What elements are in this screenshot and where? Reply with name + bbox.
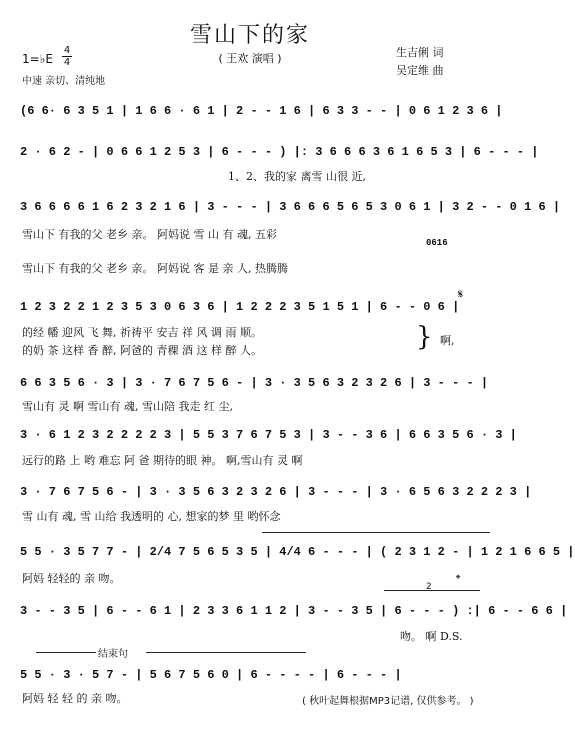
- score-row-2: 2 · 6 2 - | 0 6 6 1 2 5 3 | 6 - - - ) |: 3 6 6 6 3 6 1 6 5 3 | 6 - - - |: [20, 145, 539, 159]
- lyric-row-2: 1、2、我的家 离雪 山很 近,: [228, 170, 366, 183]
- score-row-1: (6 6· 6 3 5 1 | 1 6 6 · 6 1 | 2 - - 1 6 | 6 3 3 - - | 0 6 1 2 3 6 |: [20, 104, 503, 118]
- score-row-9: 3 - - 3 5 | 6 - - 6 1 | 2 3 3 6 1 1 2 | 3 - - 3 5 | 6 - - - ) :| 6 - - 6 6 |: [20, 604, 568, 618]
- volta-number: 2: [426, 582, 432, 592]
- transcription-note: ( 秋叶起舞根据MP3记谱, 仅供参考。 ): [302, 696, 474, 707]
- lyricist-credit: 生吉俐 词: [396, 46, 444, 59]
- time-bottom: 4: [63, 57, 71, 68]
- verse-brace: }: [416, 322, 433, 352]
- ending-bracket-left: [36, 652, 96, 653]
- ending-label: 结束句: [98, 649, 128, 660]
- segno-icon: 𝄋: [458, 287, 464, 301]
- score-row-4: 1 2 3 2 2 1 2 3 5 3 0 6 3 6 | 1 2 2 2 3 5 1 5 1 | 6 - - 0 6 |: [20, 300, 460, 314]
- lyric-ah-row-4: 啊,: [440, 334, 455, 347]
- lyric-row-9: 吻。 啊 D.S.: [400, 630, 463, 643]
- alt-notes-row-3: 0616: [426, 238, 448, 248]
- lyric-row-8: 阿妈 轻轻的 亲 吻。: [22, 572, 121, 585]
- score-row-6: 3 · 6 1 2 3 2 2 2 2 3 | 5 5 3 7 6 7 5 3 | 3 - - 3 6 | 6 6 3 5 6 · 3 |: [20, 428, 517, 442]
- composer-credit: 吴定维 曲: [396, 64, 444, 77]
- lyric-row-4b: 的奶 茶 这样 香 醉, 阿爸的 青稞 酒 这 样 醉 人。: [22, 344, 262, 357]
- score-row-10: 5 5 · 3 · 5 7 - | 5 6 7 5 6 0 | 6 - - - - | 6 - - - |: [20, 668, 402, 682]
- performer-line: ( 王欢 演唱 ): [218, 52, 282, 65]
- coda-icon: 𝄌: [456, 572, 461, 586]
- ending-bracket-right: [146, 652, 306, 653]
- lyric-row-6: 远行的路 上 哟 难忘 阿 爸 期待的眼 神。 啊,雪山有 灵 啊: [22, 454, 303, 467]
- lyric-row-3b: 雪山下 有我的父 老乡 亲。 阿妈说 客 是 亲 人, 热腾腾: [22, 262, 288, 275]
- lyric-row-3a: 雪山下 有我的父 老乡 亲。 阿妈说 雪 山 有 魂, 五彩: [22, 228, 277, 241]
- score-row-8: 5 5 · 3 5 7 7 - | 2/4 7 5 6 5 3 5 | 4/4 6 - - - | ( 2 3 1 2 - | 1 2 1 6 6 5 |: [20, 545, 575, 559]
- tempo-marking: 中速 亲切、清纯地: [22, 76, 106, 87]
- time-signature: [62, 45, 72, 68]
- score-row-5: 6 6 3 5 6 · 3 | 3 · 7 6 7 5 6 - | 3 · 3 5 6 3 2 3 2 6 | 3 - - - |: [20, 376, 489, 390]
- key-signature: 1=♭E: [22, 52, 53, 66]
- time-top: 4: [63, 45, 71, 56]
- lyric-row-4a: 的经 幡 迎风 飞 舞, 祈祷平 安吉 祥 风 调 雨 顺。: [22, 326, 262, 339]
- song-title: 雪山下的家: [189, 23, 310, 48]
- score-row-7: 3 · 7 6 7 5 6 - | 3 · 3 5 6 3 2 3 2 6 | 3 - - - | 3 · 6 5 6 3 2 2 2 3 |: [20, 485, 532, 499]
- score-row-3: 3 6 6 6 6 1 6 2 3 2 1 6 | 3 - - - | 3 6 6 6 5 6 5 3 0 6 1 | 3 2 - - 0 1 6 |: [20, 200, 561, 214]
- lyric-row-10: 阿妈 轻 轻 的 亲 吻。: [22, 692, 128, 705]
- volta-bracket: [384, 590, 480, 591]
- slur-line-row-8: [262, 532, 490, 533]
- lyric-row-7: 雪 山有 魂, 雪 山给 我透明的 心, 想家的梦 里 哟怀念: [22, 510, 281, 523]
- lyric-row-5: 雪山有 灵 啊 雪山有 魂, 雪山陪 我走 红 尘,: [22, 400, 233, 413]
